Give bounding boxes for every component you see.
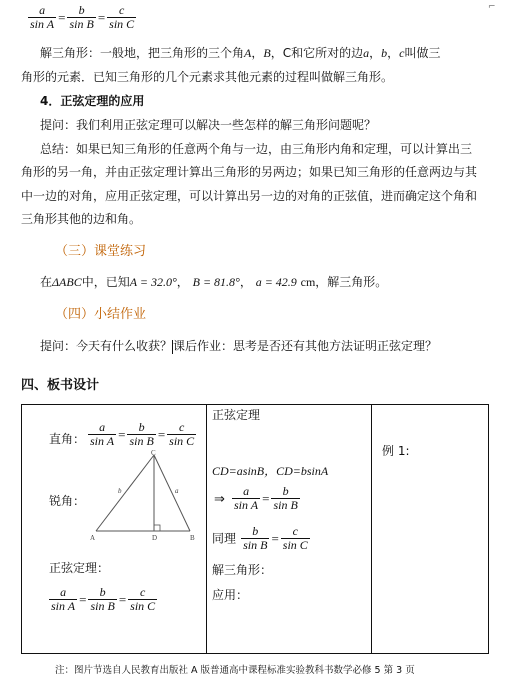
column-2-title: 正弦定理 <box>212 408 261 422</box>
tri-label-side-a: a <box>175 487 179 495</box>
section-4-summary-line-3: 中一边的对角，应用正弦定理，可以计算出另一边的对角的正弦值，进而确定这个角和 <box>21 189 478 203</box>
implies-icon: ⇒ <box>214 490 225 506</box>
acute-label: 锐角： <box>49 494 86 508</box>
intro-line-2: 角形的元素．已知三角形的几个元素求其他元素的过程叫做解三角形。 <box>21 70 394 84</box>
triangle-diagram <box>82 449 202 545</box>
example-1-label: 例 1: <box>382 444 410 458</box>
right-angle-label: 直角： <box>49 432 86 446</box>
section-4-summary-line-1: 总结：如果已知三角形的任意两个角与一边，由三角形内角和定理，可以计算出三 <box>40 142 473 156</box>
application-label: 应用： <box>212 588 249 602</box>
tri-label-side-b: b <box>118 487 122 495</box>
tri-label-d: D <box>152 534 158 542</box>
section-4-summary-line-2: 角形的另一角，并由正弦定理计算出三角形的另两边；如果已知三角形的任意两边与其 <box>21 165 478 179</box>
intro-line-1: 解三角形：一般地，把三角形的三个角A，B，C和它所对的边a，b，c叫做三 <box>40 46 441 60</box>
practice-problem: 在ΔABC中，已知A = 32.0°， B = 81.8°， a = 42.9 cm，解三角形。 <box>40 275 388 289</box>
similarly-formula: 同理 $\frac{b}{\text{sin B}}$ = $\frac{c}{\text{sin C}}$ <box>212 524 308 552</box>
tri-label-b-vertex: B <box>190 534 195 542</box>
summary-title: （四）小结作业 <box>55 307 147 322</box>
practice-title: （三）课堂练习 <box>55 244 147 259</box>
footer-note: 注：图片节选自人民教育出版社 A 版普通高中课程标准实验教科书数学必修 5 第 3 页 <box>55 665 415 676</box>
solve-triangle-label: 解三角形： <box>212 563 273 577</box>
board-divider-2 <box>371 405 372 653</box>
summary-question: 提问：今天有什么收获？课后作业：思考是否还有其他方法证明正弦定理？ <box>40 339 438 353</box>
tri-label-a-vertex: A <box>90 534 96 542</box>
theorem-formula: $\frac{a}{\text{sin A}}$ = $\frac{b}{\text{sin B}}$ = $\frac{c}{\text{sin C}}$ <box>51 585 156 613</box>
tri-label-c: C <box>151 449 156 457</box>
implied-formula: ⇒ $\frac{a}{\text{sin A}}$ = $\frac{b}{\text{sin B}}$ <box>214 484 298 512</box>
section-4-summary-line-4: 三角形其他的边和角。 <box>21 212 142 226</box>
cd-equation: CD=asinB，CD=bsinA <box>212 464 329 478</box>
law-of-sines-formula-top: $\frac{a}{\text{sin A}}$ = $\frac{b}{\text{sin B}}$ = $\frac{c}{\text{sin C}}$ <box>30 3 135 31</box>
theorem-label: 正弦定理： <box>49 561 110 575</box>
page-corner-mark: ⌐ <box>488 2 496 12</box>
board-design-heading: 四、板书设计 <box>21 378 100 393</box>
board-divider-1 <box>206 405 207 653</box>
section-4-title: 4．正弦定理的应用 <box>40 94 145 108</box>
board-design-frame <box>21 404 489 654</box>
section-4-question: 提问：我们利用正弦定理可以解决一些怎样的解三角形问题呢？ <box>40 118 377 132</box>
right-angle-formula: $\frac{a}{\text{sin A}}$ = $\frac{b}{\text{sin B}}$ = $\frac{c}{\text{sin C}}$ <box>90 420 195 448</box>
